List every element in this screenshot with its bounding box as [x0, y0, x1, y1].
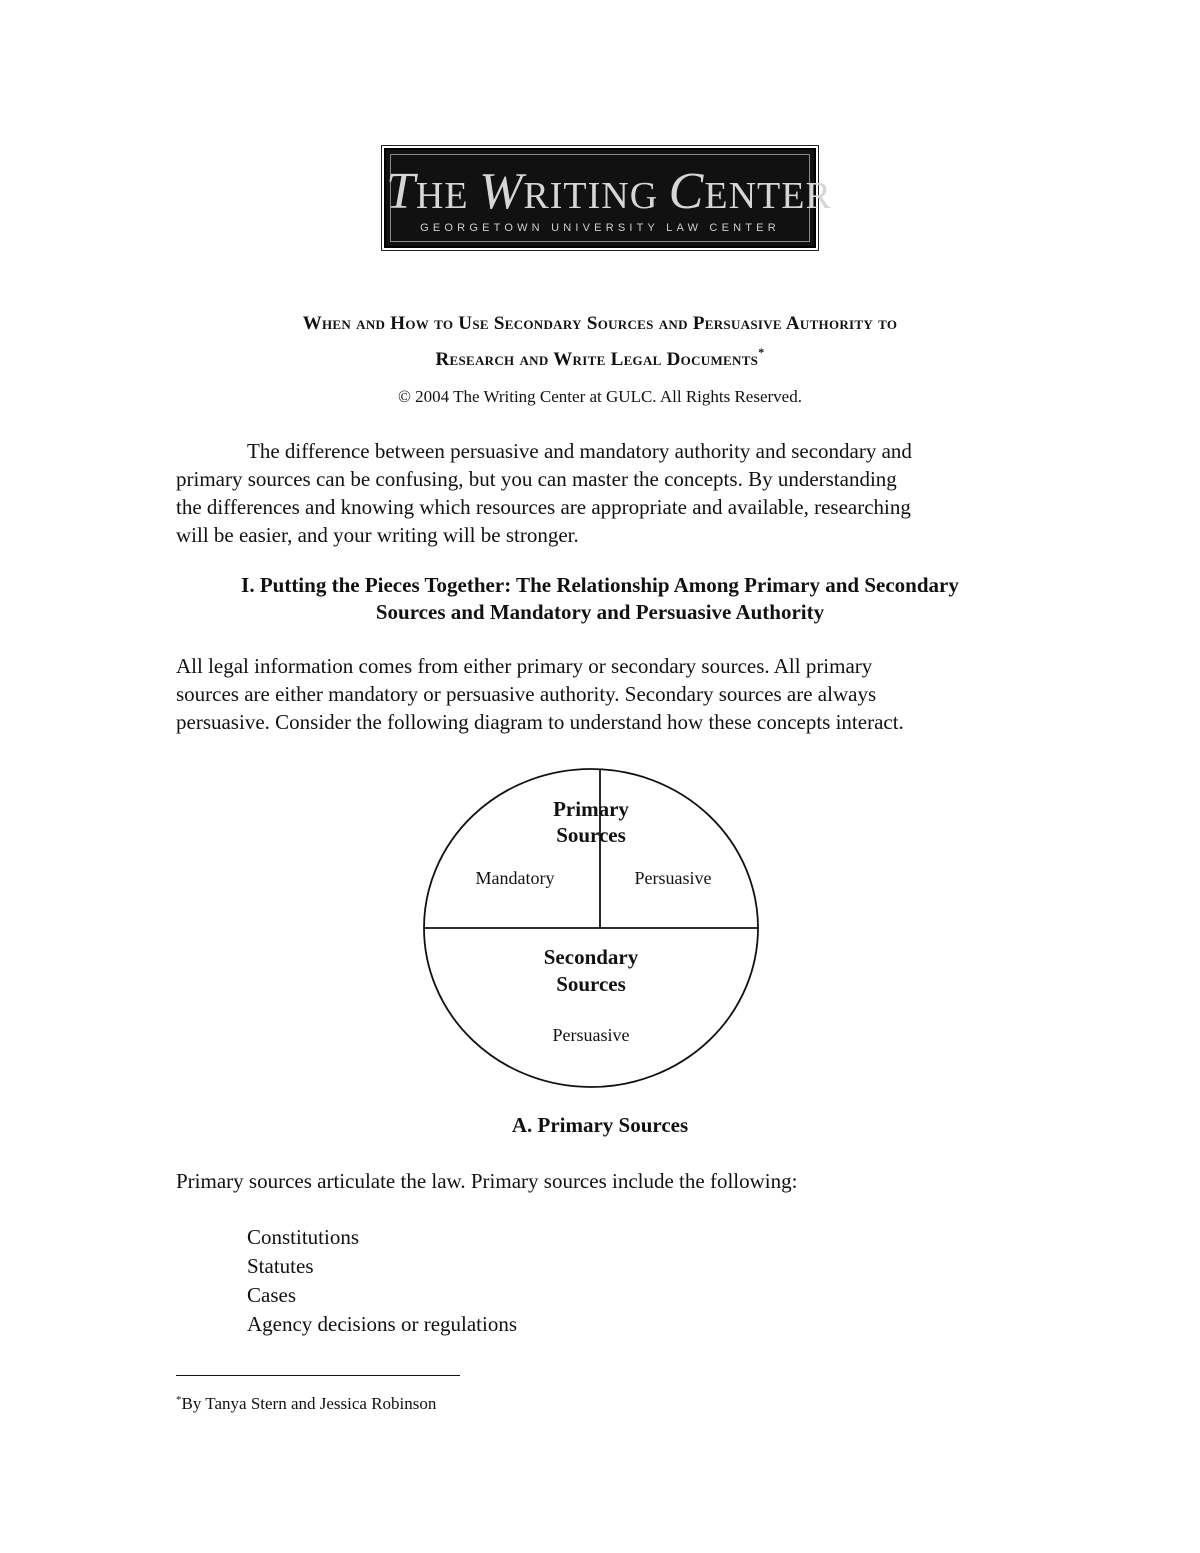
logo-initial-c: C: [668, 163, 705, 220]
list-item: Statutes: [247, 1254, 314, 1278]
title-footnote-mark: *: [758, 345, 765, 359]
document-title-line-2: [150, 338, 1050, 374]
section-1-line: All legal information comes from either primary or secondary sources. All primary: [176, 654, 873, 678]
footnote: [176, 1388, 436, 1416]
logo-title: [386, 163, 832, 220]
footnote-divider: [176, 1375, 460, 1376]
section-1-heading-line-1: I. Putting the Pieces Together: The Relationship Among Primary and Secondary: [241, 573, 959, 597]
section-a-intro: Primary sources articulate the law. Primary sources include the following:: [176, 1169, 798, 1193]
logo-initial-t: T: [386, 163, 416, 220]
document-title-line-2-text: Research and Write Legal Documents: [435, 349, 759, 370]
intro-line: the differences and knowing which resources are appropriate and available, researching: [176, 495, 911, 519]
intro-line: primary sources can be confusing, but you can master the concepts. By understanding: [176, 467, 897, 491]
list-item: Agency decisions or regulations: [247, 1312, 518, 1336]
section-1-line: sources are either mandatory or persuasive authority. Secondary sources are always: [176, 682, 877, 706]
list-item: Cases: [247, 1283, 296, 1307]
section-1-heading: [150, 572, 1050, 626]
copyright-notice: © 2004 The Writing Center at GULC. All Rights Reserved.: [398, 387, 802, 406]
footnote-text: By Tanya Stern and Jessica Robinson: [181, 1394, 437, 1413]
diagram-persuasive-top-label: Persuasive: [634, 868, 712, 888]
section-a-heading: A. Primary Sources: [511, 1113, 689, 1137]
diagram-secondary-label-1: Secondary: [543, 945, 639, 969]
logo-initial-w: W: [479, 163, 524, 220]
logo-word-riting: RITING: [523, 175, 669, 217]
diagram-primary-label-1: Primary: [553, 797, 629, 821]
logo-word-he: HE: [415, 175, 480, 217]
intro-paragraph: [176, 437, 1026, 549]
diagram-persuasive-bottom-label: Persuasive: [552, 1025, 630, 1045]
section-1-line: persuasive. Consider the following diagram to understand how these concepts interact.: [176, 710, 904, 734]
section-1-heading-line-2: Sources and Mandatory and Persuasive Authority: [375, 600, 825, 624]
logo-subtitle: GEORGETOWN UNIVERSITY LAW CENTER: [420, 222, 780, 234]
document-title-line-1: When and How to Use Secondary Sources and Persuasive Authority to: [302, 313, 898, 334]
logo-word-enter: ENTER: [704, 175, 832, 217]
diagram-secondary-label-2: Sources: [556, 972, 626, 996]
list-item: Constitutions: [247, 1225, 360, 1249]
diagram-primary-label-2: Sources: [556, 823, 626, 847]
intro-line: will be easier, and your writing will be stronger.: [176, 523, 579, 547]
section-1-paragraph: [176, 652, 1026, 736]
writing-center-logo: [384, 148, 832, 248]
footnote-mark: *: [176, 1394, 182, 1406]
sources-authority-diagram: [420, 765, 764, 1098]
diagram-svg: [420, 765, 764, 1093]
intro-line: The difference between persuasive and mandatory authority and secondary and: [247, 439, 912, 463]
diagram-mandatory-label: Mandatory: [475, 868, 555, 888]
primary-sources-list: [247, 1223, 517, 1339]
